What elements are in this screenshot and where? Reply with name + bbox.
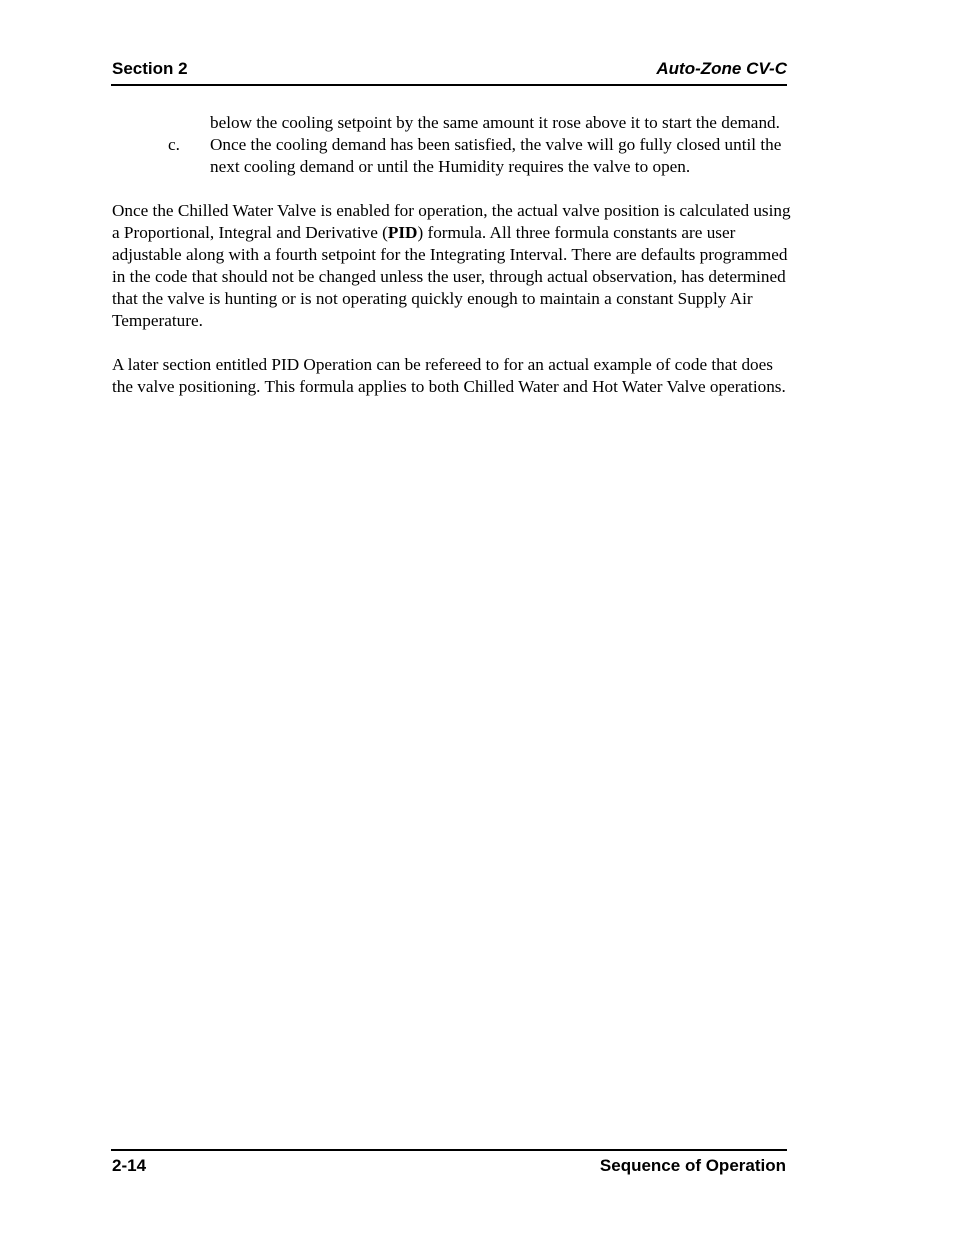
header-section-label: Section 2 <box>112 59 188 78</box>
page-footer <box>111 1149 787 1181</box>
page-content <box>112 112 792 398</box>
list-item-c <box>112 134 792 178</box>
footer-page-number: 2-14 <box>112 1156 147 1175</box>
paragraph-pid-reference: A later section entitled PID Operation can be refereed to for an actual example of code that does the valve positioning. This formula applies to both Chilled Water and Hot Water Valve operations. <box>112 355 786 396</box>
footer-chapter-title: Sequence of Operation <box>599 1156 786 1175</box>
paragraph-text-before: Once the Chilled Water Valve is enabled for operation, the actual valve position is calculated using a Proportional, Integral and Derivative ( <box>112 201 791 242</box>
list-item-marker: c. <box>168 135 180 154</box>
pid-bold-term: PID <box>387 223 418 242</box>
page-header <box>111 58 787 86</box>
paragraph-pid-formula <box>112 200 792 332</box>
header-product-name: Auto-Zone CV-C <box>656 59 787 78</box>
list-item-b-continuation: below the cooling setpoint by the same amount it rose above it to start the demand. <box>210 113 780 132</box>
paragraph-text-after: ) formula. All three formula constants are user adjustable along with a fourth setpoint for the Integrating Interval. There are defaults programmed in the code that should not be changed unless the user, through actual observation, has determined that the valve is hunting or is not operating quickly enough to maintain a constant Supply Air Temperature. <box>112 223 788 330</box>
list-item-text: Once the cooling demand has been satisfied, the valve will go fully closed until the next cooling demand or until the Humidity requires the valve to open. <box>210 135 782 176</box>
